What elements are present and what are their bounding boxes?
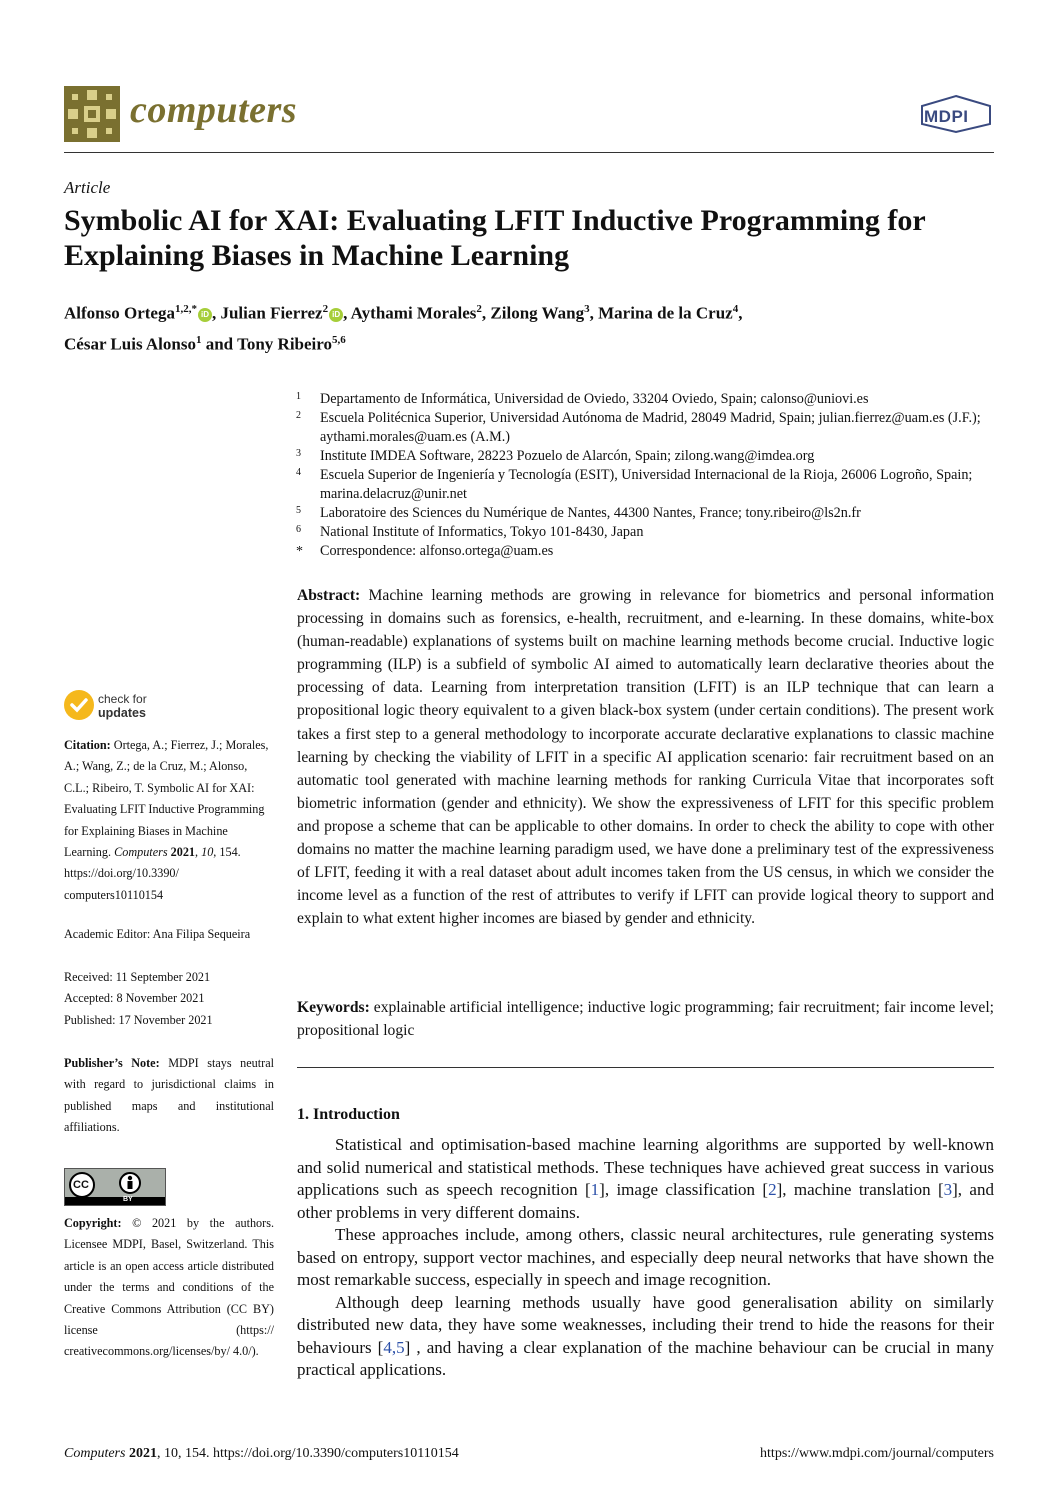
article-title: Symbolic AI for XAI: Evaluating LFIT Inductive Programming for Explaining Biases in Machine Learning — [64, 204, 926, 272]
updates-label[interactable]: updates — [98, 706, 146, 720]
abstract-text: Machine learning methods are growing in relevance for biometrics and personal information processing in domains such as forensics, e-health, recruitment, and e-learning. In these domains, white-box (human-readable) explanations of systems built on machine learning methods become crucial. Inductive logic programming (ILP) is a subfield of symbolic AI aimed to automatically learn declarative theories about the processing of data. Learning from interpretation transition (LFIT) is an ILP technique that can learn a propositional logic theory equivalent to a given black-box system (under certain conditions). The present work takes a first step to a general methodology to incorporate accurate declarative explanations to classic machine learning by checking the viability of LFIT in a specific AI application scenario: fair recruitment based on an automatic tool generated with machine learning methods for ranking Curricula Vitae that incorporates soft biometric information (gender and ethnicity). We show the expressiveness of LFIT for this specific problem and propose a scheme that can be applicable to other domains. In order to check the ability to cope with other domains no matter the machine learning paradigm used, we have done a preliminary test of the expressiveness of LFIT, feeding it with a real dataset about adult incomes taken from the US census, in which we consider the income level as a function of the rest of attributes to verify if LFIT can provide logical theory to support and explain to what extent higher incomes are biased by gender and ethnicity. — [297, 587, 994, 928]
academic-editor: Academic Editor: Ana Filipa Sequeira — [64, 927, 251, 941]
author-name: Alfonso Ortega — [64, 303, 175, 323]
journal-name: computers — [130, 89, 298, 131]
author-list: Alfonso Ortega$^{1,2,*}$ iD , Julian Fierrez$^2$ iD , Aythami Morales$^2$, Zilong Wang$^3$, Marina de la Cruz$^4$, César Luis Alonso$^1$ and Tony Ribeiro$^{5,6}$ — [64, 303, 743, 354]
by-label: BY — [123, 1196, 133, 1203]
author-name: Julian Fierrez — [220, 303, 323, 323]
paragraph: These approaches include, among others, classic neural architectures, rule generating systems based on entropy, support vector machines, and especially deep neural networks that have shown the most remarkable success, especially in speech and image recognition. — [297, 1225, 994, 1289]
affiliation-item: * Correspondence: alfonso.ortega@uam.es — [296, 543, 554, 559]
author-name: Zilong Wang — [490, 303, 585, 323]
publishers-note: Publisher’s Note: MDPI stays neutral with regard to jurisdictional claims in published maps and institutional affiliations. — [64, 1056, 275, 1135]
abstract-label: Abstract: — [297, 587, 361, 604]
section-heading: 1. Introduction — [297, 1106, 400, 1123]
journal-logo-icon — [64, 86, 120, 142]
paragraph: Statistical and optimisation-based machine learning algorithms are supported by well-known and solid numerical and statistical methods. These techniques have achieved great success in various applications such as speech recognition [1], image classification [2], machine translation [3], and other problems in very different domains. — [297, 1135, 994, 1222]
paragraph: Although deep learning methods usually have good generalisation ability on similarly distributed new data, they have some weaknesses, including their trend to hide the reasons for their behaviours [4,5] , and having a clear explanation of the machine behaviour can be crucial in many practical applications. — [297, 1292, 994, 1379]
copyright-notice: Copyright: © 2021 by the authors. Licensee MDPI, Basel, Switzerland. This article is an open access article distributed under the terms and conditions of the Creative Commons Attribution (CC BY) license (https:// creativecommons.org/licenses/by/ 4.0/). — [64, 1216, 274, 1359]
footer-citation: Computers 2021, 10, 154. https://doi.org/10.3390/computers10110154 — [64, 1446, 459, 1461]
footer-journal-url[interactable]: https://www.mdpi.com/journal/computers — [760, 1446, 994, 1461]
keywords — [297, 996, 994, 1042]
author-name: Tony Ribeiro — [237, 334, 333, 354]
affiliation-item: 6 National Institute of Informatics, Tokyo 101-8430, Japan — [296, 524, 644, 540]
orcid-icon[interactable]: iD — [329, 308, 343, 322]
keywords-text: explainable artificial intelligence; inductive logic programming; fair recruitment; fair income level; propositional logic — [297, 999, 994, 1040]
citation-link[interactable]: 3 — [943, 1180, 953, 1199]
author-name: Marina de la Cruz — [598, 303, 733, 323]
citation-link[interactable]: 5 — [396, 1337, 405, 1357]
affiliation-item: 3 Institute IMDEA Software, 28223 Pozuelo de Alarcón, Spain; zilong.wang@imdea.org — [296, 448, 815, 464]
introduction-body — [297, 1134, 994, 1382]
header-divider — [64, 152, 994, 153]
citation-link[interactable]: 2 — [768, 1180, 777, 1199]
publication-dates: Received: 11 September 2021 Accepted: 8 November 2021 Published: 17 November 2021 — [64, 970, 213, 1027]
cc-label: CC — [73, 1179, 89, 1191]
cc-by-license-badge[interactable] — [64, 1168, 166, 1206]
affiliation-item: 2 Escuela Politécnica Superior, Universidad Autónoma de Madrid, 28049 Madrid, Spain; julian.fierrez@uam.es (J.F.); aythami.morales@uam.es (A.M.) — [296, 410, 981, 445]
check-for-updates-label[interactable]: check for — [98, 692, 147, 706]
abstract — [297, 584, 994, 930]
orcid-icon[interactable]: iD — [198, 308, 212, 322]
citation-link[interactable]: 4 — [383, 1337, 392, 1357]
author-name: Aythami Morales — [350, 303, 477, 323]
affiliation-item: 5 Laboratoire des Sciences du Numérique de Nantes, 44300 Nantes, France; tony.ribeiro@ls2n.fr — [296, 505, 861, 521]
journal-logo-mark — [64, 86, 120, 142]
affiliation-item: 1 Departamento de Informática, Universidad de Oviedo, 33204 Oviedo, Spain; calonso@uniovi.es — [296, 391, 869, 407]
check-for-updates-icon[interactable] — [64, 690, 94, 720]
author-name: César Luis Alonso — [64, 334, 196, 354]
article-type: Article — [64, 178, 111, 197]
affiliations — [296, 390, 996, 561]
section-divider — [297, 1067, 994, 1068]
citation-block: Citation: Ortega, A.; Fierrez, J.; Morales, A.; Wang, Z.; de la Cruz, M.; Alonso, C.L.; Ribeiro, T. Symbolic AI for XAI: Evaluating LFIT Inductive Programming for Explaining Biases in Machine Learning. Computers 2021, 10, 154. https://doi.org/10.3390/ computers10110154 — [64, 738, 269, 902]
keywords-label: Keywords: — [297, 999, 370, 1016]
citation-link[interactable]: 1 — [590, 1180, 600, 1199]
mdpi-logo-text: MDPI — [924, 107, 969, 126]
affiliation-item: 4 Escuela Superior de Ingeniería y Tecnología (ESIT), Universidad Internacional de la Rioja, 26006 Logroño, Spain; marina.delacruz@unir.net — [296, 467, 973, 502]
